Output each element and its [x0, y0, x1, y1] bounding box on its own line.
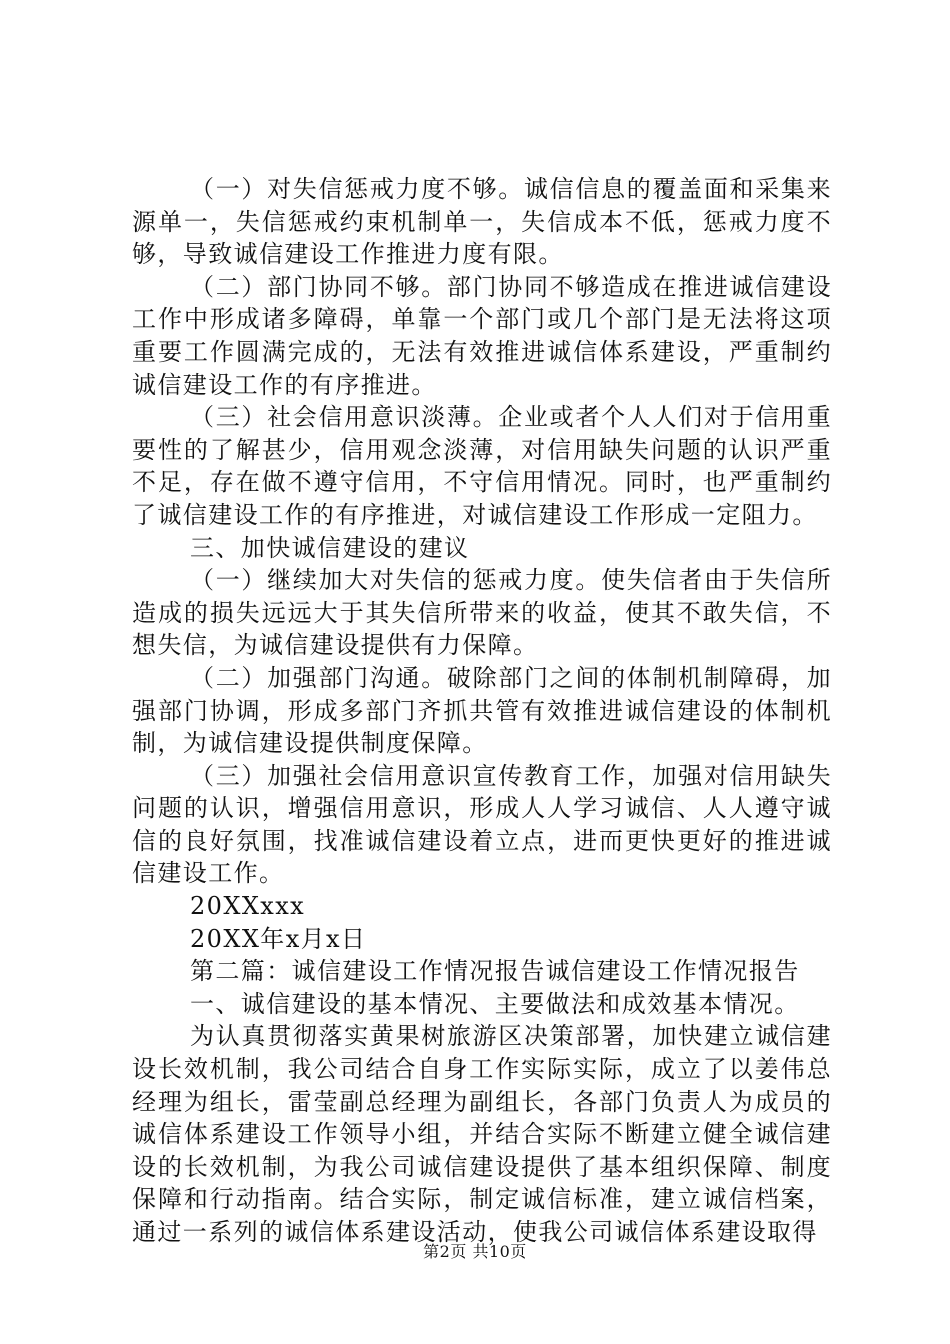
paragraph-basic-situation: 为认真贯彻落实黄果树旅游区决策部署，加快建立诚信建设长效机制，我公司结合自身工作实际实际，成立了以姜伟总经理为组长，雷莹副总经理为副组长，各部门负责人为成员的诚信体系建设工作领导小组，并结合实际不断建立健全诚信建设的长效机制，为我公司诚信建设提供了基本组织保障、制度保障和行动指南。结合实际，制定诚信标准，建立诚信档案，通过一系列的诚信体系建设活动，使我公司诚信体系建设取得 — [132, 1022, 832, 1246]
section-heading-suggestions: 三、加快诚信建设的建议 — [190, 533, 470, 562]
paragraph-suggestion-communication: （二）加强部门沟通。破除部门之间的体制机制障碍，加强部门协调，形成多部门齐抓共管有效推进诚信建设的体制机制，为诚信建设提供制度保障。 — [132, 663, 832, 758]
paragraph-department-coordination: （二）部门协同不够。部门协同不够造成在推进诚信建设工作中形成诸多障碍，单靠一个部门或几个部门是无法将这项重要工作圆满完成的，无法有效推进诚信体系建设，严重制约诚信建设工作的有序推进。 — [132, 272, 832, 399]
paragraph-suggestion-punishment: （一）继续加大对失信的惩戒力度。使失信者由于失信所造成的损失远远大于其失信所带来的收益，使其不敢失信，不想失信，为诚信建设提供有力保障。 — [132, 566, 832, 660]
paragraph-lack-of-punishment: （一）对失信惩戒力度不够。诚信信息的覆盖面和采集来源单一，失信惩戒约束机制单一，失信成本不低，惩戒力度不够，导致诚信建设工作推进力度有限。 — [132, 175, 832, 269]
paragraph-credit-awareness: （三）社会信用意识淡薄。企业或者个人人们对于信用重要性的了解甚少，信用观念淡薄，对信用缺失问题的认识严重不足，存在做不遵守信用，不守信用情况。同时，也严重制约了诚信建设工作的有序推进，对诚信建设工作形成一定阻力。 — [132, 403, 832, 529]
date-line: 20XX年x月x日 — [190, 924, 367, 953]
part-two-title: 第二篇：诚信建设工作情况报告诚信建设工作情况报告 — [190, 957, 800, 986]
section-heading-basic-situation: 一、诚信建设的基本情况、主要做法和成效基本情况。 — [190, 989, 800, 1018]
paragraph-suggestion-education: （三）加强社会信用意识宣传教育工作，加强对信用缺失问题的认识，增强信用意识，形成人人学习诚信、人人遵守诚信的良好氛围，找准诚信建设着立点，进而更快更好的推进诚信建设工作。 — [132, 761, 832, 888]
page-number-footer: 第2页 共10页 — [423, 1242, 527, 1261]
document-body — [132, 173, 832, 1249]
signature-line: 20XXxxx — [190, 892, 306, 921]
